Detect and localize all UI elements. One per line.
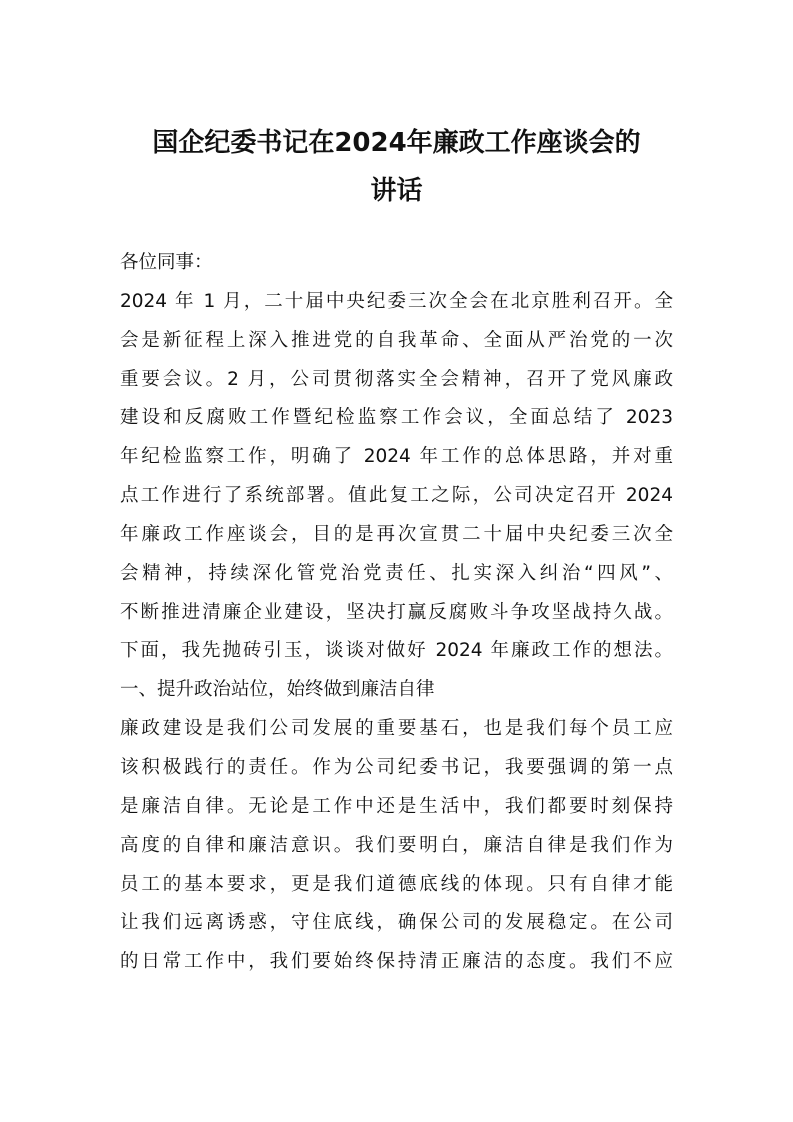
paragraph-line: 是廉洁自律。无论是工作中还是生活中，我们都要时刻保持 [120,795,673,817]
document-title-line-2: 讲话 [370,176,423,206]
paragraph-line: 让我们远离诱惑，守住底线，确保公司的发展稳定。在公司 [120,912,673,934]
paragraph-line: 2024 年 1 月，二十届中央纪委三次全会在北京胜利召开。全 [120,290,673,312]
paragraph-line: 一、提升政治站位，始终做到廉洁自律 [120,679,435,701]
paragraph-line: 廉政建设是我们公司发展的重要基石，也是我们每个员工应 [120,718,673,740]
paragraph-line: 建设和反腐败工作暨纪检监察工作会议，全面总结了 2023 [120,407,673,429]
document-body [120,249,673,987]
paragraph-line: 会是新征程上深入推进党的自我革命、全面从严治党的一次 [120,329,673,351]
paragraph-line: 年廉政工作座谈会，目的是再次宣贯二十届中央纪委三次全 [120,523,673,545]
paragraph-line: 员工的基本要求，更是我们道德底线的体现。只有自律才能 [120,873,673,895]
paragraph-line: 的日常工作中，我们要始终保持清正廉洁的态度。我们不应 [120,951,673,973]
paragraph-line: 下面，我先抛砖引玉，谈谈对做好 2024 年廉政工作的想法。 [120,640,673,662]
document-title-line-1: 国企纪委书记在2024年廉政工作座谈会的 [152,128,641,158]
paragraph-line: 重要会议。2 月，公司贯彻落实全会精神，召开了党风廉政 [120,368,673,390]
paragraph-line: 年纪检监察工作，明确了 2024 年工作的总体思路，并对重 [120,446,673,468]
paragraph-line: 高度的自律和廉洁意识。我们要明白，廉洁自律是我们作为 [120,834,673,856]
paragraph-line: 该积极践行的责任。作为公司纪委书记，我要强调的第一点 [120,756,673,778]
paragraph-line: 不断推进清廉企业建设，坚决打赢反腐败斗争攻坚战持久战。 [120,601,673,623]
paragraph-line: 点工作进行了系统部署。值此复工之际，公司决定召开 2024 [120,485,673,507]
paragraph-line: 各位同事： [120,252,213,273]
paragraph-line: 会精神，持续深化管党治党责任、扎实深入纠治“四风”、 [120,562,673,584]
